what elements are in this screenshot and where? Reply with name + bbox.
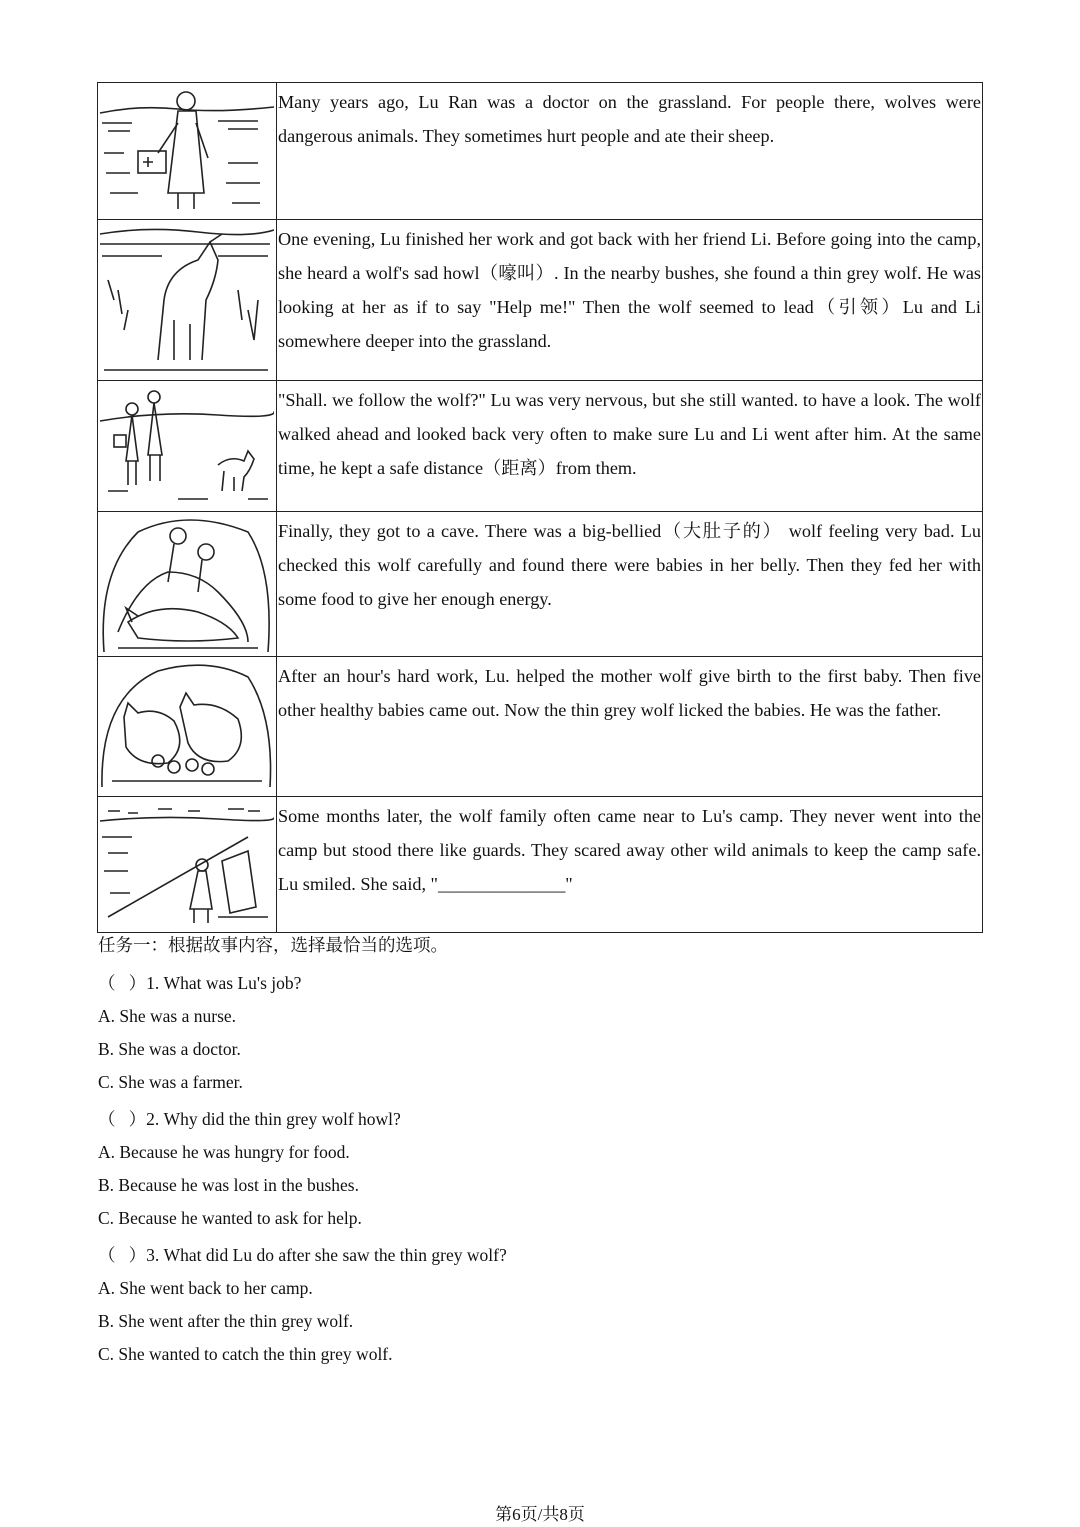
answer-option: C. Because he wanted to ask for help. [98, 1208, 362, 1228]
answer-option: C. She wanted to catch the thin grey wolf. [98, 1344, 393, 1364]
answer-option: B. She went after the thin grey wolf. [98, 1311, 354, 1331]
illustration-cell [98, 657, 277, 797]
story-row [98, 797, 983, 933]
illustration-cell [98, 512, 277, 657]
wolf-family-with-pups-icon [98, 657, 274, 795]
question-prompt: （ ）2. Why did the thin grey wolf howl? [98, 1109, 401, 1129]
cave-with-lying-wolf-icon [98, 512, 274, 655]
story-paragraph: Many years ago, Lu Ran was a doctor on the grassland. For people there, wolves were dangerous animals. They sometimes hurt people and ate their sheep. [277, 83, 983, 220]
page-number: 第6页/共8页 [495, 1505, 585, 1524]
doctor-with-medical-bag-icon [98, 83, 274, 218]
story-row [98, 381, 983, 512]
illustration-cell [98, 220, 277, 381]
task-heading: 任务一：根据故事内容，选择最恰当的选项。 [98, 935, 448, 955]
illustration-cell [98, 797, 277, 933]
answer-option: A. She went back to her camp. [98, 1278, 313, 1298]
answer-option: B. Because he was lost in the bushes. [98, 1175, 359, 1195]
story-row [98, 220, 983, 381]
question-prompt: （ ）3. What did Lu do after she saw the thin grey wolf? [98, 1245, 507, 1265]
story-paragraph: After an hour's hard work, Lu. helped the mother wolf give birth to the first baby. Then five other healthy babies came out. Now the thin grey wolf licked the babies. He was the father. [277, 657, 983, 797]
camp-with-wolves-nearby-icon [98, 797, 274, 931]
story-paragraph: "Shall. we follow the wolf?" Lu was very nervous, but she still wanted. to have a look. The wolf walked ahead and looked back very often to make sure Lu and Li went after him. At the same time, he kept a safe distance（距离）from them. [277, 381, 983, 512]
question-prompt: （ ）1. What was Lu's job? [98, 973, 302, 993]
story-paragraph: Finally, they got to a cave. There was a big-bellied（大肚子的） wolf feeling very bad. Lu checked this wolf carefully and found there were babies in her belly. Then they fed her with some food to give her enough energy. [277, 512, 983, 657]
story-row [98, 657, 983, 797]
answer-option: C. She was a farmer. [98, 1072, 243, 1092]
illustration-cell [98, 381, 277, 512]
answer-option: B. She was a doctor. [98, 1039, 241, 1059]
story-paragraph: One evening, Lu finished her work and got back with her friend Li. Before going into the camp, she heard a wolf's sad howl（嚎叫）. In the nearby bushes, she found a thin grey wolf. He was looking at her as if to say "Help me!" Then the wolf seemed to lead（引领）Lu and Li somewhere deeper into the grassland. [277, 220, 983, 381]
story-row [98, 512, 983, 657]
illustration-cell [98, 83, 277, 220]
story-table [97, 82, 983, 933]
answer-option: A. Because he was hungry for food. [98, 1142, 350, 1162]
howling-wolf-icon [98, 220, 274, 379]
story-row [98, 83, 983, 220]
answer-option: A. She was a nurse. [98, 1006, 237, 1026]
people-following-wolf-icon [98, 381, 274, 510]
story-paragraph: Some months later, the wolf family often came near to Lu's camp. They never went into the camp but stood there like guards. They scared away other wild animals to keep the camp safe. Lu smiled. She said, "______________" [277, 797, 983, 933]
